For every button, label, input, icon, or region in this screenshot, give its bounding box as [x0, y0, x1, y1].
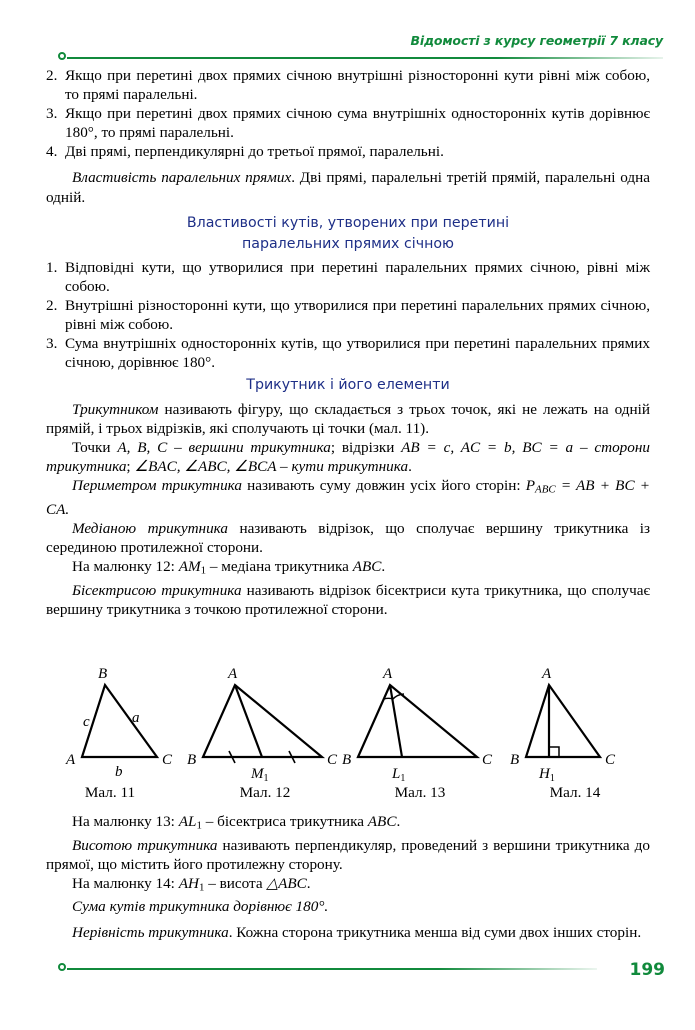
- points-sides: AB = c, AC = b, BC = a – сторони трикутника: [46, 439, 650, 476]
- right-angle-marker-icon: [549, 747, 559, 757]
- list-item-text: Якщо при перетині двох прямих січною внутрішні різносторонні кути рівні між собою, то прямі паралельні.: [65, 67, 650, 104]
- list-item: [46, 334, 650, 372]
- triangle-bottom-section: [46, 812, 650, 942]
- triangle-outline: [203, 685, 322, 757]
- figure-14-label-H: $H_1$: [539, 766, 555, 784]
- points-mid-1: ; відрізки: [330, 439, 402, 457]
- height-paragraph: [46, 836, 650, 874]
- list-item-number: 3.: [46, 335, 58, 353]
- list-item: [46, 66, 650, 104]
- figure-11-label-A: A: [66, 752, 76, 768]
- triangle-outline: [82, 685, 157, 757]
- fig13-middle: – бісектриса трикутника: [201, 813, 368, 830]
- median-rest: називають відрізок, що сполучає вершину трикутника із серединою протилежної сторони.: [46, 519, 650, 557]
- figure-14-label-A: A: [542, 666, 552, 682]
- fig14-middle: – висота: [204, 874, 267, 892]
- figure-12-label-B: B: [187, 752, 197, 768]
- fig13-prefix: На малюнку 13:: [72, 813, 179, 830]
- heading-line: Трикутник і його елементи: [246, 377, 450, 393]
- figure-12-reference: [46, 557, 650, 581]
- list-item-number: 3.: [46, 105, 58, 123]
- triangle-outline: [526, 685, 600, 757]
- list-item: [46, 104, 650, 142]
- angle-arc-left: [384, 698, 393, 699]
- triangle-points-paragraph: [46, 438, 650, 476]
- page-header: [0, 0, 695, 60]
- points-prefix: Точки: [72, 439, 118, 457]
- header-title: Відомості з курсу геометрії 7 класу: [410, 33, 663, 48]
- fig13-subscript: 1: [196, 819, 202, 832]
- fig14-prefix: На малюнку 14:: [72, 874, 179, 892]
- heading-line-1: Властивості кутів, утворених при перетині: [186, 215, 510, 231]
- figure-14-label-C: C: [605, 752, 616, 768]
- page-number: 199: [629, 960, 665, 980]
- fig12-prefix: На малюнку 12:: [72, 558, 179, 576]
- figure-caption: Мал. 13: [394, 784, 446, 801]
- footer-rule-line: [67, 968, 597, 970]
- inequality-rest: . Кожна сторона трикутника менша від суми двох інших сторін.: [228, 924, 642, 942]
- figure-11-label-b: b: [115, 764, 123, 780]
- bisector-term: Бісектрисою трикутника: [72, 581, 242, 599]
- list-item-number: 1.: [46, 259, 58, 276]
- list-item-text: Якщо при перетині двох прямих січною сума внутрішніх односторонніх кутів дорівнює 180°, то прямі паралельні.: [65, 105, 650, 142]
- figure-11-label-C: C: [162, 752, 173, 768]
- perimeter-formula-symbol: P: [525, 477, 536, 495]
- figure-caption: Мал. 11: [84, 784, 136, 801]
- figure-11-label-a: a: [132, 710, 140, 726]
- list-item: [46, 258, 650, 296]
- fig12-subscript: 1: [200, 564, 207, 577]
- list-item-number: 2.: [46, 297, 58, 315]
- perimeter-term: Периметром трикутника: [72, 477, 242, 495]
- figure-11-label-B: B: [98, 666, 108, 682]
- fig13-segment: AL: [178, 813, 197, 830]
- height-term: Висотою трикутника: [72, 836, 218, 854]
- list-item-number: 4.: [46, 143, 58, 161]
- points-vertices: A, B, C – вершини трикутника: [117, 439, 331, 457]
- heading-angle-properties: [46, 213, 650, 255]
- figure-13-bisector: [340, 660, 515, 790]
- figure-caption: Мал. 14: [549, 784, 601, 801]
- median-term: Медіаною трикутника: [72, 519, 228, 537]
- figure-12-label-A: A: [228, 666, 238, 682]
- bisector-rest: називають відрізок бісектриси кута трикутника, що сполучає вершину трикутника з точкою протилежної сторони.: [46, 581, 650, 618]
- parallel-property-paragraph: [46, 168, 650, 206]
- triangle-definition-paragraph: [46, 400, 650, 438]
- list-item-number: 2.: [46, 67, 58, 84]
- inequality-term: Нерівність трикутника: [72, 924, 229, 942]
- figure-12-median: [185, 660, 360, 790]
- figure-11-label-c: c: [83, 714, 90, 730]
- list-item-text: Відповідні кути, що утворилися при перетині паралельних прямих січною, рівні між собою.: [65, 259, 650, 296]
- triangle-def-term: Трикутником: [72, 401, 159, 418]
- figure-14-reference: [46, 874, 650, 898]
- bisector-paragraph: [46, 581, 650, 619]
- fig13-triangle-name: ABC: [367, 813, 397, 830]
- figure-13-label-C: C: [482, 752, 493, 768]
- fig12-middle: – медіана трикутника: [206, 558, 353, 576]
- triangle-text-section: [46, 400, 650, 619]
- sum-of-angles-text: Сума кутів трикутника дорівнює 180°.: [72, 898, 329, 916]
- sum-of-angles-paragraph: [46, 897, 650, 916]
- perimeter-formula-subscript: ABC: [535, 483, 556, 496]
- figure-13-label-A: A: [383, 666, 393, 682]
- header-rule-line: [67, 57, 663, 59]
- fig14-end: .: [306, 874, 311, 892]
- heading-triangle-elements: [46, 375, 650, 396]
- fig12-end: .: [381, 558, 386, 576]
- list-item: [46, 142, 650, 161]
- figure-13-label-L: $L_1$: [392, 766, 406, 784]
- fig14-subscript: 1: [198, 881, 205, 894]
- figure-12-label-C: C: [327, 752, 338, 768]
- parallel-criteria-section: [46, 66, 650, 207]
- triangle-inequality-paragraph: [46, 923, 650, 942]
- fig14-triangle-name: △ABC: [266, 874, 307, 892]
- figure-13-reference: [46, 812, 650, 836]
- figure-14-altitude: [500, 660, 660, 790]
- header-bullet-icon: [58, 52, 66, 60]
- heading-line-2: паралельних прямих січною: [242, 236, 454, 252]
- fig12-segment: AM: [178, 558, 201, 576]
- perimeter-rest: називають суму довжин усіх його сторін:: [241, 477, 526, 495]
- footer-bullet-icon: [58, 963, 66, 971]
- list-item-text: Дві прямі, перпендикулярні до третьої прямої, паралельні.: [65, 143, 444, 161]
- figure-13-label-B: B: [342, 752, 352, 768]
- points-angles: ∠BAC, ∠ABC, ∠BCA – кути трикутника: [134, 458, 409, 476]
- list-item-text: Внутрішні різносторонні кути, що утворилися при перетині паралельних прямих січною, рівні між собою.: [65, 297, 650, 334]
- page-footer: [0, 960, 695, 1000]
- triangle-outline: [358, 685, 477, 757]
- points-mid-2: ;: [126, 458, 135, 476]
- fig12-triangle-name: ABC: [352, 558, 382, 576]
- figure-14-label-B: B: [510, 752, 520, 768]
- median-paragraph: [46, 519, 650, 557]
- fig13-end: .: [396, 813, 401, 830]
- figure-11-triangle: [40, 660, 200, 790]
- points-end: .: [408, 458, 412, 476]
- triangle-def-rest: називають фігуру, що складається з трьох точок, які не лежать на одній прямій, і трьох відрізків, які сполучають ці точки (мал. 11).: [46, 401, 650, 438]
- fig14-segment: AH: [178, 874, 199, 892]
- figure-caption: Мал. 12: [239, 784, 291, 801]
- perimeter-formula-body: = AB + BC + CA.: [46, 477, 650, 518]
- list-item-text: Сума внутрішніх односторонніх кутів, що утворилися при перетині паралельних прямих січною, дорівнює 180°.: [65, 335, 650, 372]
- figure-12-label-M: $M_1$: [251, 766, 269, 784]
- height-rest: називають перпендикуляр, проведений з вершини трикутника до прямої, що містить його протилежну сторону.: [46, 836, 650, 873]
- parallel-property-term: Властивість паралельних прямих: [72, 169, 292, 187]
- perimeter-paragraph: [46, 476, 650, 519]
- list-item: [46, 296, 650, 334]
- parallel-property-text: . Дві прямі, паралельні третій прямій, паралельні одна одній.: [46, 169, 650, 206]
- angle-properties-section: [46, 258, 650, 373]
